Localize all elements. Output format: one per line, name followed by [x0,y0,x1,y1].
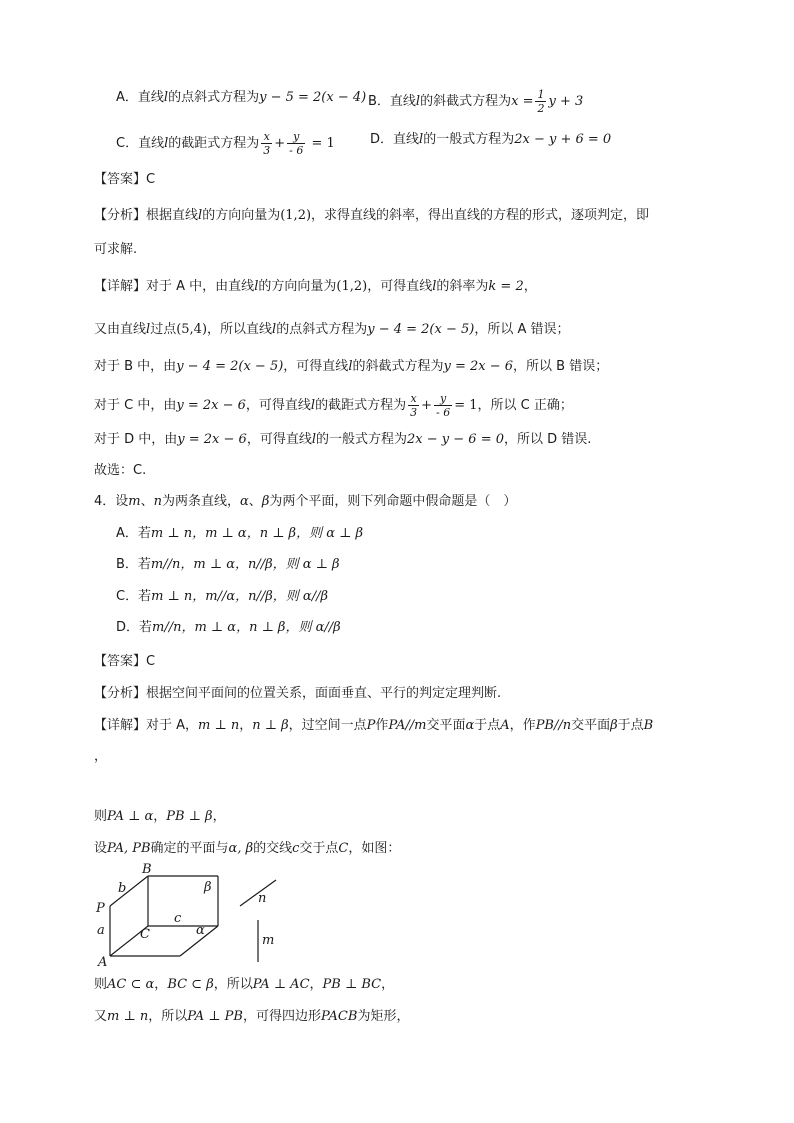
fraction-numerator: x [261,130,272,144]
q3-option-d-prefix: D．直线 [370,132,420,147]
var-l: l [164,136,169,151]
q3-option-a-equation: y − 5 = 2(x − 4) [259,90,367,105]
q3-choose: 故选：C. [94,463,147,478]
fraction-denominator: - 6 [436,406,451,419]
math: AC ⊂ α [107,977,155,992]
math: BC ⊂ β [167,977,214,992]
text: ，所以 [213,977,253,992]
fraction-denominator: - 6 [289,144,304,157]
text: ，所以 D 错误. [504,432,592,447]
text: 、 [248,494,262,509]
option-label: A．若 [116,526,151,541]
q3-detail-line3 [94,357,608,377]
equation: y − 4 = 2(x − 5) [367,322,475,337]
text: 对于 B 中，由 [94,359,177,374]
var-l: l [432,279,437,294]
math: β [610,718,618,733]
math: PACB [320,1009,358,1024]
option-math: m//n，m ⊥ α，n ⊥ β，则 α//β [152,620,341,635]
text: 的斜截式方程为 [352,359,444,374]
text: 为矩形， [357,1009,410,1024]
text: ，可得直线 [246,432,312,447]
var-l: l [311,432,317,447]
q4-detail-line5 [94,1007,409,1027]
text: 对于 D 中，由 [94,432,178,447]
text: ， [309,977,323,992]
q3-option-a-text: 的点斜式方程为 [168,90,260,105]
text: 于点 [474,718,501,733]
text: 于点 [617,718,644,733]
label-m: m [262,933,275,948]
text: 过点 [150,322,177,337]
edge-pb [110,876,148,906]
analysis-tag: 【分析】 [94,686,147,701]
label-n: n [258,891,267,906]
q3-option-b [368,88,583,115]
text: 根据空间平面间的位置关系，面面垂直、平行的判定定理判断. [146,686,502,701]
text: 4．设 [94,494,129,509]
option-label: D．若 [116,620,153,635]
math: α [465,718,475,733]
q4-answer [94,652,155,672]
equation: y = 2x − 6 [177,432,247,447]
q3-analysis-line2: 可求解. [94,242,138,257]
text: 对于 A， [146,718,199,733]
var-n: n [153,494,162,509]
text: ，可得直线 [283,359,349,374]
var-l: l [198,208,203,223]
q4-detail-line3 [94,839,400,859]
label-beta: β [204,880,212,895]
q3-detail-line2 [94,320,570,340]
q4-detail-line1 [94,716,653,736]
q3-option-b-eq-right: y + 3 [548,94,584,109]
option-math: m ⊥ n，m//α，n//β，则 α//β [151,589,328,604]
option-label: B．若 [116,557,151,572]
var-alpha: α [240,494,249,509]
text: 、 [140,494,154,509]
text: 设 [94,841,108,856]
text: ，所以直线 [207,322,273,337]
var-l: l [419,132,424,147]
text: 的斜率为 [436,279,489,294]
math: n ⊥ β [252,718,289,733]
q4-option-b [116,555,340,575]
math: PA ⊥ AC [252,977,310,992]
text: 的截距式方程为 [315,398,407,413]
q4-option-a [116,524,363,544]
var-l: l [415,94,421,109]
text: 的方向向量为 [258,279,337,294]
q3-option-a [116,88,366,108]
fraction-numerator: y [287,130,305,144]
q3-option-c-fraction-y [287,130,305,157]
math: B [643,718,654,733]
text: 作 [375,718,389,733]
text: ， [239,718,253,733]
q3-detail-line4 [94,392,573,419]
q3-option-d [370,130,611,150]
text: ，可得直线 [245,398,311,413]
var-l: l [272,322,277,337]
q4-option-c [116,587,328,607]
text: 对于 C 中，由 [94,398,177,413]
option-label: C．若 [116,589,152,604]
slope-equation: k = 2 [488,279,524,294]
q4-analysis [94,684,501,704]
text: ，所以 C 正确； [477,398,573,413]
q3-option-d-text: 的一般式方程为 [423,132,515,147]
label-a-point: A [98,955,108,967]
math: m ⊥ n [107,1009,149,1024]
q3-option-b-fraction [535,88,546,115]
q3-detail-line5 [94,430,591,450]
text: ，所以 B 错误； [513,359,609,374]
equals-one: = 1 [454,398,478,413]
fraction-denominator: 2 [537,102,545,115]
equation: y = 2x − 6 [176,398,246,413]
text: ， [154,977,168,992]
plus-sign: + [421,398,432,413]
text: 的方向向量为 [202,208,281,223]
option-math: m ⊥ n，m ⊥ α，n ⊥ β，则 α ⊥ β [150,526,363,541]
text: 的点斜式方程为 [276,322,368,337]
var-m: m [128,494,141,509]
q3-analysis-line1 [94,206,649,226]
text: ，如图： [348,841,401,856]
label-a-line: a [97,923,105,938]
text: 又由直线 [94,322,147,337]
q4-option-d [116,618,341,638]
math: P [366,718,376,733]
q4-detail-line2 [94,807,226,827]
text: ， [381,977,395,992]
equation: y = 2x − 6 [443,359,514,374]
q3-answer [94,170,155,190]
fraction-numerator: 1 [537,88,545,101]
var-l: l [310,398,316,413]
fraction-numerator: x [408,392,419,406]
math: PA ⊥ PB [187,1009,243,1024]
q3-option-b-prefix: B．直线 [368,94,416,109]
text: ， [523,279,537,294]
text: 对于 A 中，由直线 [146,279,255,294]
text: 交平面 [571,718,611,733]
label-c-point: C [140,927,150,942]
text: 根据直线 [146,208,199,223]
q4-stem [94,492,516,512]
text: ， [212,809,226,824]
vector-value: (1,2) [336,279,368,294]
math: PA ⊥ α [107,809,154,824]
detail-tag: 【详解】 [94,279,147,294]
equation: y − 4 = 2(x − 5) [176,359,284,374]
q3-option-c-fraction-x [261,130,272,157]
equation: 2x − y − 6 = 0 [407,432,504,447]
analysis-tag: 【分析】 [94,208,147,223]
vector-value: (1,2) [280,208,312,223]
math: A [500,718,510,733]
math: α, β [228,841,254,856]
text: 交平面 [426,718,466,733]
text: 又 [94,1009,108,1024]
text: ，作 [509,718,536,733]
text: 确定的平面与 [150,841,229,856]
q3-option-c-prefix: C．直线 [116,136,165,151]
math: c [292,841,300,856]
fraction-denominator: 3 [263,144,271,157]
fraction-numerator: y [434,392,452,406]
var-l: l [348,359,353,374]
var-beta: β [261,494,270,509]
q3-detail-line1 [94,277,537,297]
q4-detail-line4 [94,975,394,995]
math: C [338,841,349,856]
text: 交于点 [299,841,339,856]
q3-option-a-prefix: A．直线 [116,90,164,105]
var-l: l [163,90,169,105]
math: m ⊥ n [198,718,240,733]
answer-tag: 【答案】 [94,654,147,669]
text: ，可得四边形 [242,1009,321,1024]
math: PB ⊥ β [166,809,213,824]
q3-option-b-eq-left: x = [511,94,534,109]
geometry-figure [90,862,290,967]
text: ，可得直线 [367,279,433,294]
label-p: P [96,901,105,916]
label-b-point: B [142,862,152,877]
text: 则 [94,977,108,992]
detail-tag: 【详解】 [94,718,147,733]
point-value: (5,4) [176,322,208,337]
text: ，求得直线的斜率，得出直线的方程的形式，逐项判定，即 [311,208,650,223]
label-alpha: α [196,923,205,938]
text: ，过空间一点 [288,718,367,733]
text: 为两条直线， [162,494,241,509]
fraction-y [434,392,452,419]
var-l: l [254,279,259,294]
var-l: l [146,322,151,337]
answer-value: C [146,172,156,187]
text: 的一般式方程为 [316,432,408,447]
plus-sign: + [274,136,286,151]
fraction-x [408,392,419,419]
math: PA//m [388,718,427,733]
answer-tag: 【答案】 [94,172,147,187]
answer-value: C [146,654,156,669]
math: PB//n [535,718,572,733]
text: ，所以 [148,1009,188,1024]
q3-option-b-text: 的斜截式方程为 [420,94,512,109]
text: 则 [94,809,108,824]
fraction-denominator: 3 [410,406,418,419]
q3-option-c-eq-right: = 1 [311,136,335,151]
text: ，所以 A 错误； [474,322,570,337]
option-math: m//n，m ⊥ α，n//β，则 α ⊥ β [150,557,340,572]
text: 为两个平面，则下列命题中假命题是（ ） [269,494,517,509]
text: ， [153,809,167,824]
label-b-line: b [118,881,127,896]
text: 的交线 [253,841,293,856]
label-c-line: c [174,911,182,926]
q3-option-c [116,130,335,157]
q4-detail-line1-wrap: ， [94,749,108,764]
math: PB ⊥ BC [322,977,382,992]
math: PA, PB [107,841,151,856]
q3-option-d-equation: 2x − y + 6 = 0 [514,132,612,147]
q3-option-c-text: 的截距式方程为 [168,136,260,151]
